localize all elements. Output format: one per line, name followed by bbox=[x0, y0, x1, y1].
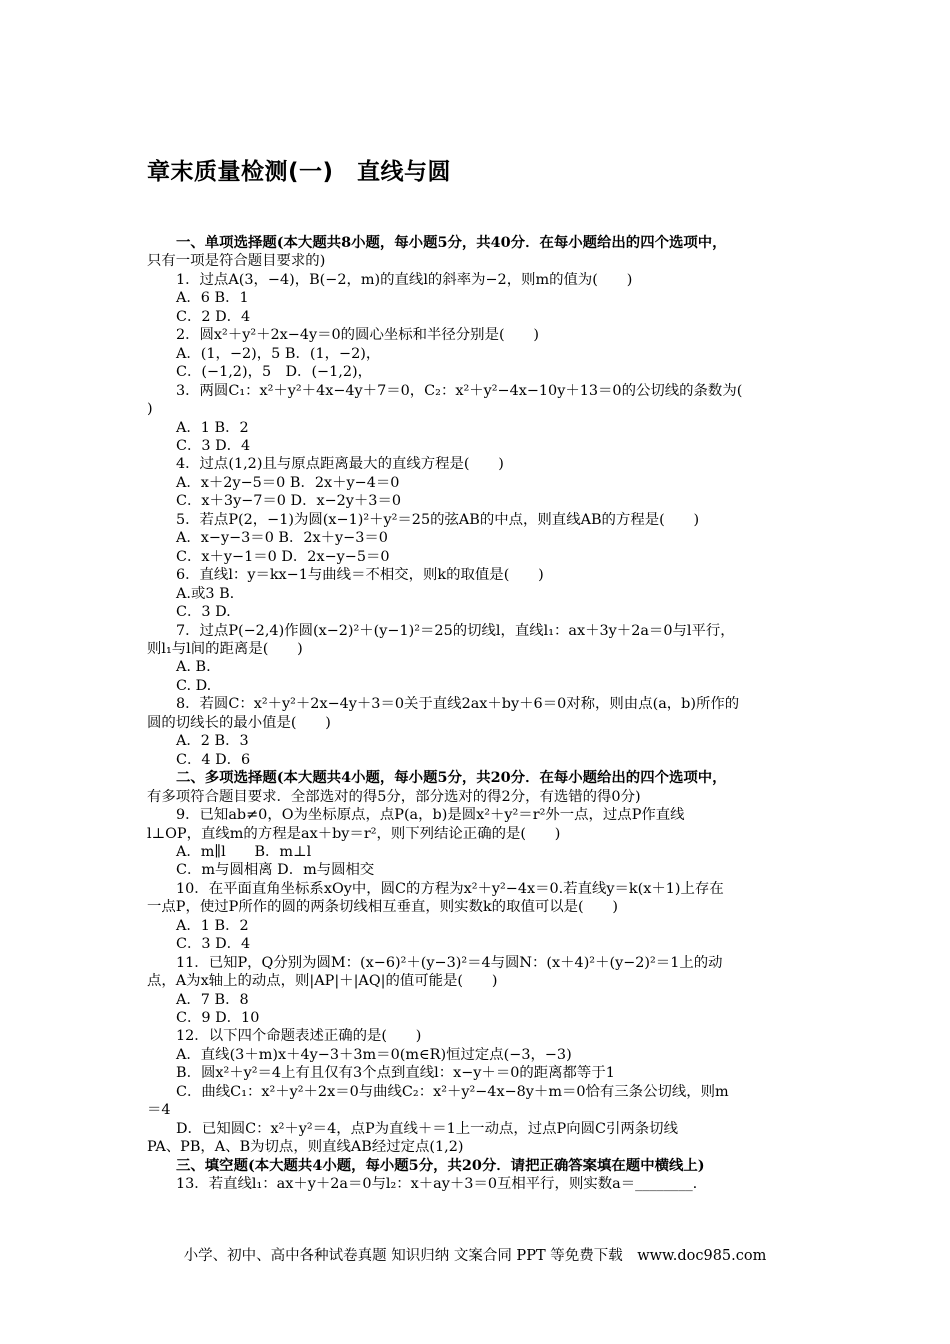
line-text: C．4 D．6 bbox=[176, 751, 251, 768]
line-text: A.或3 B. bbox=[176, 585, 235, 602]
text-line bbox=[147, 437, 815, 455]
text-line bbox=[147, 289, 815, 307]
line-text: A．6 B．1 bbox=[176, 290, 249, 307]
text-line bbox=[147, 714, 815, 732]
line-text: 6．直线l：y＝kx−1与曲线＝不相交，则k的取值是( ) bbox=[176, 567, 544, 584]
line-text: 3．两圆C₁：x²＋y²＋4x−4y＋7＝0，C₂：x²＋y²−4x−10y＋13＝0的公切线的条数为( bbox=[176, 382, 743, 399]
line-text: 则l₁与l间的距离是( ) bbox=[147, 640, 303, 657]
text-line bbox=[147, 622, 815, 640]
footer-text: 小学、初中、高中各种试卷真题 知识归纳 文案合同 PPT 等免费下载 www.doc985.com bbox=[183, 1248, 767, 1264]
line-text: C．3 D．4 bbox=[176, 437, 251, 454]
text-line bbox=[147, 1083, 815, 1101]
line-text: PA、PB，A、B为切点，则直线AB经过定点(1,2) bbox=[147, 1139, 464, 1156]
text-line bbox=[147, 326, 815, 344]
text-line bbox=[147, 695, 815, 713]
line-text: 点，A为x轴上的动点，则|AP|＋|AQ|的值可能是( ) bbox=[147, 973, 498, 990]
text-line bbox=[147, 640, 815, 658]
line-text: ＝4 bbox=[147, 1102, 171, 1119]
text-line bbox=[147, 677, 815, 695]
text-line bbox=[147, 843, 815, 861]
text-line bbox=[147, 1046, 815, 1064]
line-text: 圆的切线长的最小值是( ) bbox=[147, 714, 331, 731]
text-line bbox=[147, 492, 815, 510]
line-text: A．7 B．8 bbox=[176, 991, 249, 1008]
text-line bbox=[147, 825, 815, 843]
text-line bbox=[147, 308, 815, 326]
line-text: B．圆x²＋y²＝4上有且仅有3个点到直线l：x−y＋＝0的距离都等于1 bbox=[176, 1065, 615, 1082]
text-line bbox=[147, 511, 815, 529]
text-line bbox=[147, 603, 815, 621]
text-line bbox=[147, 991, 815, 1009]
line-text: 2．圆x²＋y²＋2x−4y＝0的圆心坐标和半径分别是( ) bbox=[176, 327, 539, 344]
line-text: C．3 D．4 bbox=[176, 936, 251, 953]
text-line bbox=[147, 1157, 815, 1175]
line-text: 12．以下四个命题表述正确的是( ) bbox=[176, 1028, 422, 1045]
line-text: 一点P，使过P所作的圆的两条切线相互垂直，则实数k的取值可以是( ) bbox=[147, 899, 619, 916]
text-line bbox=[147, 548, 815, 566]
line-text: C．3 D. bbox=[176, 604, 231, 621]
text-line bbox=[147, 1138, 815, 1156]
line-text: C．x＋3y−7＝0 D．x−2y＋3＝0 bbox=[176, 493, 402, 510]
line-text: A. B. bbox=[176, 659, 211, 676]
text-line bbox=[147, 419, 815, 437]
line-text: A．x＋2y−5＝0 B．2x＋y−4＝0 bbox=[176, 474, 400, 491]
text-line bbox=[147, 917, 815, 935]
line-text: ) bbox=[147, 401, 153, 418]
text-line bbox=[147, 455, 815, 473]
text-line bbox=[147, 658, 815, 676]
line-text: C．x＋y−1＝0 D．2x−y−5＝0 bbox=[176, 548, 390, 565]
line-text: 1．过点A(3，−4)，B(−2，m)的直线l的斜率为−2，则m的值为( ) bbox=[176, 271, 633, 288]
text-line bbox=[147, 788, 815, 806]
text-line bbox=[147, 529, 815, 547]
line-text: A．1 B．2 bbox=[176, 419, 249, 436]
line-text: A．m∥l B．m⊥l bbox=[176, 843, 312, 860]
page-title: 章末质量检测(一) 直线与圆 bbox=[147, 159, 452, 185]
text-line bbox=[147, 954, 815, 972]
text-line bbox=[147, 769, 815, 787]
line-text: 9．已知ab≠0，O为坐标原点，点P(a，b)是圆x²＋y²＝r²外一点，过点P作直线 bbox=[176, 807, 685, 824]
text-line bbox=[147, 1120, 815, 1138]
text-line bbox=[147, 972, 815, 990]
text-line bbox=[147, 806, 815, 824]
text-line bbox=[147, 566, 815, 584]
line-text: C．m与圆相离 D．m与圆相交 bbox=[176, 862, 375, 879]
text-line bbox=[147, 1064, 815, 1082]
text-line bbox=[147, 732, 815, 750]
line-text: 7．过点P(−2,4)作圆(x−2)²＋(y−1)²＝25的切线l，直线l₁：ax＋3y＋2a＝0与l平行， bbox=[176, 622, 735, 639]
document-body bbox=[147, 234, 815, 1194]
text-line bbox=[147, 345, 815, 363]
line-text: A．2 B．3 bbox=[176, 733, 249, 750]
line-text: l⊥OP，直线m的方程是ax＋by＝r²，则下列结论正确的是( ) bbox=[147, 825, 561, 842]
text-line bbox=[147, 1175, 815, 1193]
line-text: A．1 B．2 bbox=[176, 917, 249, 934]
line-text: C. D. bbox=[176, 677, 212, 694]
section-heading: 三、填空题(本大题共4小题，每小题5分，共20分．请把正确答案填在题中横线上) bbox=[176, 1156, 705, 1174]
line-text: 5．若点P(2，−1)为圆(x−1)²＋y²＝25的弦AB的中点，则直线AB的方程是( ) bbox=[176, 511, 700, 528]
text-line bbox=[147, 751, 815, 769]
text-line bbox=[147, 898, 815, 916]
line-text: C．2 D．4 bbox=[176, 308, 251, 325]
line-text: 4．过点(1,2)且与原点距离最大的直线方程是( ) bbox=[176, 456, 504, 473]
line-text: C．曲线C₁：x²＋y²＋2x＝0与曲线C₂：x²＋y²−4x−8y＋m＝0恰有三条公切线，则m bbox=[176, 1083, 729, 1100]
text-line bbox=[147, 1009, 815, 1027]
section-heading: 一、单项选择题(本大题共8小题，每小题5分，共40分．在每小题给出的四个选项中， bbox=[176, 234, 727, 251]
line-text: 11．已知P，Q分别为圆M：(x−6)²＋(y−3)²＝4与圆N：(x＋4)²＋(y−2)²＝1上的动 bbox=[176, 954, 723, 971]
text-line bbox=[147, 382, 815, 400]
line-text: C．(−1,2)，5 D．(−1,2)， bbox=[176, 364, 373, 381]
line-text: C．9 D．10 bbox=[176, 1010, 260, 1027]
line-text: 10．在平面直角坐标系xOy中，圆C的方程为x²＋y²−4x＝0.若直线y＝k(x＋1)上存在 bbox=[176, 880, 724, 897]
line-text: A．直线(3＋m)x＋4y−3＋3m＝0(m∈R)恒过定点(−3，−3) bbox=[176, 1046, 572, 1063]
text-line bbox=[147, 935, 815, 953]
line-text: 有多项符合题目要求．全部选对的得5分，部分选对的得2分，有选错的得0分) bbox=[147, 788, 641, 805]
line-text: 13．若直线l₁：ax＋y＋2a＝0与l₂：x＋ay＋3＝0互相平行，则实数a＝________. bbox=[176, 1176, 698, 1193]
text-line bbox=[147, 880, 815, 898]
text-line bbox=[147, 861, 815, 879]
line-text: 只有一项是符合题目要求的) bbox=[147, 253, 326, 270]
section-heading: 二、多项选择题(本大题共4小题，每小题5分，共20分．在每小题给出的四个选项中， bbox=[176, 769, 727, 787]
text-line bbox=[147, 271, 815, 289]
text-line bbox=[147, 363, 815, 381]
text-line bbox=[147, 1027, 815, 1045]
text-line bbox=[147, 1101, 815, 1119]
text-line bbox=[147, 585, 815, 603]
line-text: A．(1，−2)，5 B．(1，−2)， bbox=[176, 345, 381, 362]
line-text: 8．若圆C：x²＋y²＋2x−4y＋3＝0关于直线2ax＋by＋6＝0对称，则由点(a，b)所作的 bbox=[176, 696, 740, 713]
text-line bbox=[147, 252, 815, 270]
text-line bbox=[147, 400, 815, 418]
line-text: A．x−y−3＝0 B．2x＋y−3＝0 bbox=[176, 530, 388, 547]
text-line bbox=[147, 474, 815, 492]
text-line bbox=[147, 234, 815, 252]
line-text: D．已知圆C：x²＋y²＝4，点P为直线＋＝1上一动点，过点P向圆C引两条切线 bbox=[176, 1120, 678, 1137]
